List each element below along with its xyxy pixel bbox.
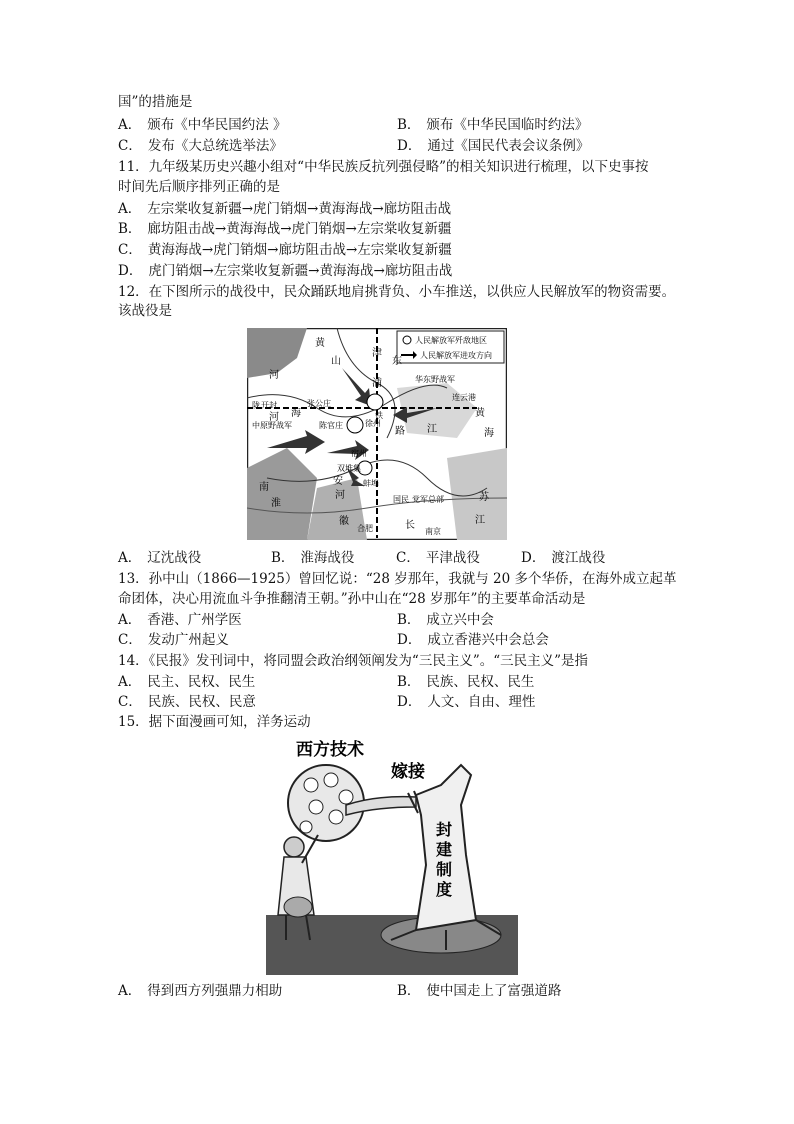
person-head — [284, 837, 304, 857]
map-label: 徐州 — [365, 419, 381, 428]
map-svg — [247, 328, 507, 540]
map-label: 路 — [395, 426, 405, 437]
option-letter: D． — [118, 263, 143, 279]
option-letter: D． — [397, 694, 422, 710]
option-letter: B． — [118, 221, 142, 237]
map-label: 华东野战军 — [415, 375, 455, 384]
map-label: 淮 — [271, 498, 281, 509]
q15-stem-line1: 15．据下面漫画可知，洋务运动 — [118, 714, 311, 730]
option-text: 人文、自由、理性 — [427, 694, 536, 710]
q10-option-d[interactable] — [397, 137, 589, 155]
option-text: 得到西方列强鼎力相助 — [147, 983, 283, 999]
map-label: 南 — [259, 482, 269, 493]
option-letter: C． — [118, 138, 142, 154]
q12-stem-line1: 12．在下图所示的战役中，民众踊跃地肩挑背负、小车推送，以供应人民解放军的物资需要。 — [118, 284, 676, 300]
option-letter: A． — [118, 201, 142, 217]
option-text: 成立香港兴中会总会 — [427, 632, 549, 648]
map-label: 连云港 — [452, 393, 476, 402]
option-letter: A． — [118, 612, 142, 628]
option-text: 通过《国民代表会议条例》 — [427, 138, 590, 154]
map-label: 河 — [269, 370, 279, 381]
map-label: 合肥 — [357, 524, 373, 533]
option-letter: A． — [118, 674, 142, 690]
map-label: 开封 — [261, 401, 277, 410]
q11-option-b[interactable] — [118, 220, 451, 238]
q12-option-b[interactable] — [271, 549, 354, 567]
map-label: 山 — [331, 356, 341, 367]
q15-option-a[interactable] — [118, 982, 282, 1000]
q12-option-a[interactable] — [118, 549, 201, 567]
option-letter: A． — [118, 550, 142, 566]
cartoon-svg — [266, 735, 518, 975]
map-label: 铁 — [375, 411, 383, 420]
option-text: 成立兴中会 — [426, 612, 494, 628]
q12-option-d[interactable] — [521, 549, 605, 567]
map-label: 张公庄 — [307, 399, 331, 408]
option-letter: A． — [118, 117, 142, 133]
option-text: 发动广州起义 — [147, 632, 229, 648]
q12-option-c[interactable] — [396, 549, 480, 567]
q10-option-b[interactable] — [397, 116, 588, 134]
q14-stem-line1: 14．《民报》发刊词中，将同盟会政治纲领阐发为“三民主义”。“三民主义”是指 — [118, 653, 589, 669]
map-label: 黄 — [315, 338, 325, 349]
option-letter: C． — [118, 632, 142, 648]
option-text: 民主、民权、民生 — [147, 674, 256, 690]
fruit-icon — [339, 790, 353, 804]
fruit-icon — [324, 773, 338, 787]
q11-option-c[interactable] — [118, 241, 452, 259]
q10-option-c[interactable] — [118, 137, 283, 155]
option-text: 虎门销烟→左宗棠收复新疆→黄海海战→廊坊阻击战 — [148, 263, 453, 279]
q14-option-d[interactable] — [397, 693, 535, 711]
option-text: 黄海海战→虎门销烟→廊坊阻击战→左宗棠收复新疆 — [147, 242, 452, 258]
map-label: 黄 — [475, 408, 485, 419]
map-label: 浦 — [372, 378, 382, 389]
option-text: 渡江战役 — [551, 550, 606, 566]
map-label: 长 — [405, 520, 415, 531]
map-label: 双堆集 — [337, 464, 361, 473]
map-label: 南京 — [425, 527, 441, 536]
map-label: 徽 — [339, 516, 349, 527]
option-text: 左宗棠收复新疆→虎门销烟→黄海海战→廊坊阻击战 — [147, 201, 452, 217]
western-tech-label: 西方技术 — [296, 740, 364, 760]
fruit-icon — [329, 810, 343, 824]
option-letter: B． — [397, 612, 421, 628]
map-label: 苏 — [479, 492, 489, 503]
fruit-icon — [300, 821, 312, 833]
option-letter: B． — [271, 550, 295, 566]
option-text: 民族、民权、民生 — [426, 674, 535, 690]
option-text: 发布《大总统选举法》 — [147, 138, 283, 154]
encircle-zone — [367, 394, 383, 410]
option-letter: D． — [397, 632, 422, 648]
option-letter: D． — [521, 550, 546, 566]
fruit-icon — [304, 778, 318, 792]
q11-option-d[interactable] — [118, 262, 452, 280]
map-label: 东 — [392, 356, 402, 367]
option-text: 颁布《中华民国约法 》 — [147, 117, 287, 133]
option-letter: B． — [397, 983, 421, 999]
q10-stem-tail: 国”的措施是 — [118, 94, 193, 110]
map-label: 陇 — [252, 401, 260, 410]
option-text: 民族、民权、民意 — [147, 694, 256, 710]
encircle-zone — [347, 417, 363, 433]
option-text: 辽沈战役 — [147, 550, 202, 566]
option-text: 淮海战役 — [300, 550, 355, 566]
map-label: 宿州 — [351, 449, 367, 458]
option-letter: B． — [397, 117, 421, 133]
legend-liberated-label: 人民解放军歼敌地区 — [415, 336, 487, 345]
option-text: 香港、广州学医 — [147, 612, 242, 628]
q13-option-a[interactable] — [118, 611, 242, 629]
option-letter: C． — [396, 550, 420, 566]
map-label: 津 — [372, 348, 382, 359]
q14-option-b[interactable] — [397, 673, 534, 691]
option-text: 廊坊阻击战→黄海海战→虎门销烟→左宗棠收复新疆 — [147, 221, 452, 237]
map-label: 河 — [269, 412, 279, 423]
map-label: 江 — [475, 515, 485, 526]
feudal-char: 封 — [436, 820, 453, 839]
map-label: 蚌埠 — [363, 479, 379, 488]
option-text: 使中国走上了富强道路 — [426, 983, 562, 999]
q14-option-a[interactable] — [118, 673, 255, 691]
westernization-cartoon — [266, 735, 518, 975]
map-label: 江 — [427, 424, 437, 435]
map-label: 中原野战军 — [252, 421, 292, 430]
feudal-char: 建 — [436, 840, 453, 859]
option-letter: C． — [118, 694, 142, 710]
map-label: 国民 — [393, 495, 409, 504]
option-letter: A． — [118, 983, 142, 999]
legend-advance-label: 人民解放军进攻方向 — [420, 351, 492, 360]
q10-option-a[interactable] — [118, 116, 287, 134]
q13-stem-line1: 13．孙中山（1866—1925）曾回忆说：“28 岁那年，我就与 20 多个华侨，在海外成立起革 — [118, 571, 677, 587]
terrain-se — [447, 448, 507, 540]
graft-label: 嫁接 — [391, 762, 425, 782]
q13-stem-line2: 命团体，决心用流血斗争推翻清王朝。”孙中山在“28 岁那年”的主要革命活动是 — [118, 591, 586, 607]
q12-stem-line2: 该战役是 — [118, 303, 172, 319]
option-letter: C． — [118, 242, 142, 258]
q11-stem-line2: 时间先后顺序排列正确的是 — [118, 179, 280, 195]
q11-stem-line1: 11．九年级某历史兴趣小组对“中华民族反抗列强侵略”的相关知识进行梳理，以下史事按 — [118, 159, 649, 175]
map-label: 安 — [333, 476, 343, 487]
feudal-char: 度 — [436, 880, 453, 899]
map-label: 海 — [484, 428, 494, 439]
q13-option-d[interactable] — [397, 631, 549, 649]
option-letter: B． — [397, 674, 421, 690]
map-label: 河 — [335, 490, 345, 501]
fruit-icon — [309, 800, 323, 814]
map-label: 海 — [291, 408, 301, 419]
option-text: 颁布《中华民国临时约法》 — [426, 117, 589, 133]
map-label: 陈官庄 — [319, 421, 343, 430]
basket-icon — [284, 897, 312, 917]
q14-option-c[interactable] — [118, 693, 256, 711]
q13-option-c[interactable] — [118, 631, 229, 649]
q15-option-b[interactable] — [397, 982, 561, 1000]
option-text: 平津战役 — [425, 550, 480, 566]
q13-option-b[interactable] — [397, 611, 494, 629]
huaihai-campaign-map — [247, 328, 507, 540]
option-letter: D． — [397, 138, 422, 154]
q11-option-a[interactable] — [118, 200, 451, 218]
map-label: 党军总部 — [412, 495, 444, 504]
feudal-char: 制 — [436, 860, 453, 879]
